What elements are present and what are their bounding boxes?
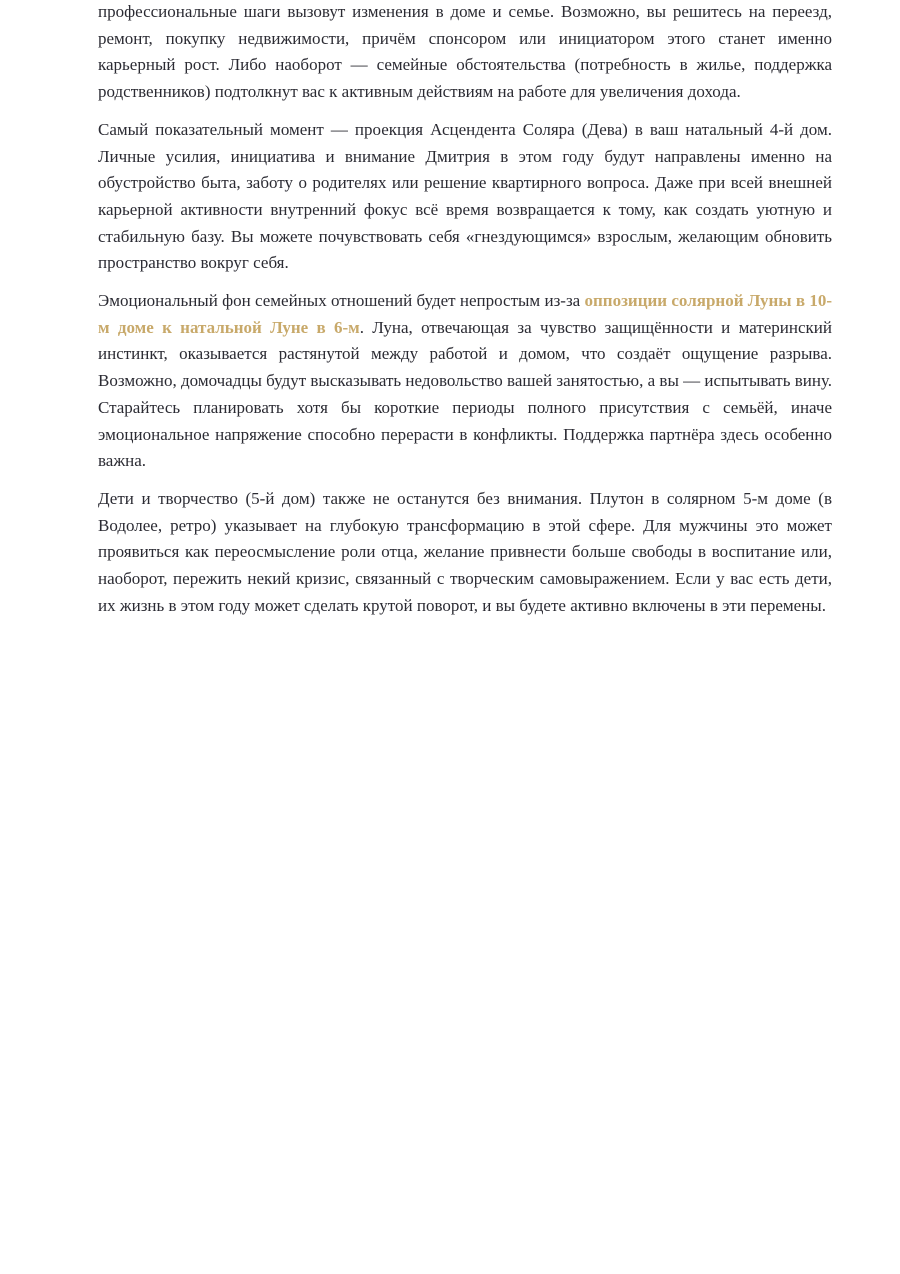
- highlighted-aspect-text: оппозиции солярной Луны в 10-м доме к натальной Луне в 6-м: [98, 291, 832, 337]
- paragraph-text-after-highlight: . Луна, отвечающая за чувство защищённости и материнский инстинкт, оказывается растянутой между работой и домом, что создаёт ощущение разрыва. Возможно, домочадцы будут высказывать недовольство вашей занятостью, а вы — испытывать вину. Старайтесь планировать хотя бы короткие периоды полного присутствия с семьёй, иначе эмоциональное напряжение способно перерасти в конфликты. Поддержка партнёра здесь особенно важна.: [98, 317, 832, 471]
- paragraph-home-and-career: профессиональные шаги вызовут изменения в доме и семье. Возможно, вы решитесь на переезд, ремонт, покупку недвижимости, причём спонсором или инициатором этого станет именно карьерный рост. Либо наоборот — семейные обстоятельства (потребность в жилье, поддержка родственников) подтолкнут вас к активным действиям на работе для увеличения дохода.: [98, 2, 832, 102]
- paragraph-solar-ascendant: Самый показательный момент — проекция Асцендента Соляра (Дева) в ваш натальный 4-й дом. Личные усилия, инициатива и внимание Дмитрия в этом году будут направлены именно на обустройство быта, заботу о родителях или решение квартирного вопроса. Даже при всей внешней карьерной активности внутренний фокус всё время возвращается к тому, как создать уютную и стабильную базу. Вы можете почувствовать себя «гнездующимся» взрослым, желающим обновить пространство вокруг себя.: [98, 119, 832, 273]
- paragraph-children-and-creativity: Дети и творчество (5-й дом) также не останутся без внимания. Плутон в солярном 5-м доме (в Водолее, ретро) указывает на глубокую трансформацию в этой сфере. Для мужчины это может проявиться как переосмысление роли отца, желание привнести больше свободы в воспитание или, наоборот, пережить некий кризис, связанный с творческим самовыражением. Если у вас есть дети, их жизнь в этом году может сделать крутой поворот, и вы будете активно включены в эти перемены.: [98, 488, 832, 615]
- paragraph-emotional-background: [98, 288, 832, 475]
- paragraph-text-before-highlight: Эмоциональный фон семейных отношений будет непростым из-за: [98, 291, 585, 311]
- document-page: [98, 0, 832, 630]
